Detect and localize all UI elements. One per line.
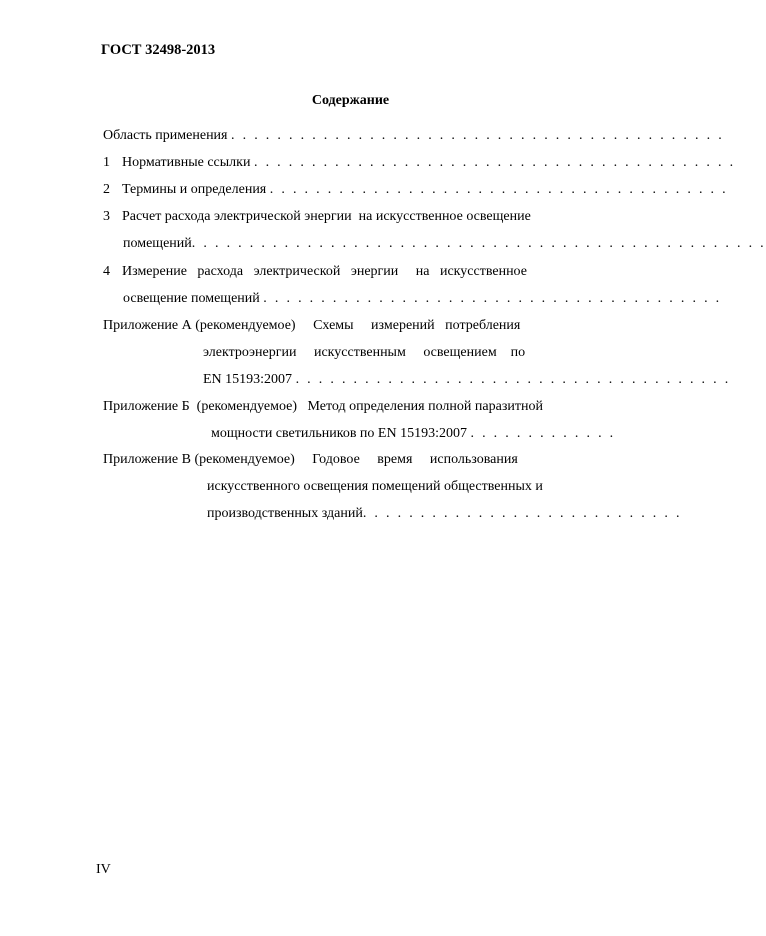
toc-leader-dots: . . . . . . . . . . . . . . . . . . . . . . . . . . . . . . . . . . . . . . . . [269, 182, 728, 197]
toc-entry-text: Термины и определения [122, 182, 267, 197]
toc-leader-dots: . . . . . . . . . . . . . . . . . . . . . . . . . . . . . . . . . . . . . . . . . . [253, 155, 736, 170]
toc-entry-appendix-v[interactable] [103, 452, 518, 468]
toc-entry-text: EN 15193:2007 [203, 372, 293, 387]
toc-entry-appendix-a-cont[interactable] [203, 345, 525, 361]
toc-entry-section-3-cont[interactable] [123, 236, 766, 252]
toc-entry-appendix-v-cont[interactable] [207, 479, 543, 495]
toc-entry-appendix-a[interactable] [103, 318, 520, 334]
toc-entry-text: Приложение В (рекомендуемое) Годовое время использования [103, 452, 518, 467]
toc-entry-scope[interactable] [103, 128, 724, 144]
toc-entry-number: 3 [103, 209, 110, 224]
toc-entry-text: освещение помещений [123, 291, 260, 306]
toc-entry-text: Расчет расхода электрической энергии на искусственное освещение [122, 209, 531, 224]
toc-leader-dots: . . . . . . . . . . . . . . . . . . . . . . . . . . . . . . . . . . . . . . [295, 372, 731, 387]
toc-entry-appendix-b[interactable] [103, 399, 543, 415]
toc-entry-text: искусственного освещения помещений общественных и [207, 479, 543, 494]
toc-entry-text: Приложение А (рекомендуемое) Схемы измерений потребления [103, 318, 521, 333]
toc-entry-text: производственных зданий [207, 506, 363, 521]
toc-leader-dots: . . . . . . . . . . . . . . . . . . . . . . . . . . . . . . . . . . . . . . . . [263, 291, 722, 306]
page-title: Содержание [311, 93, 390, 108]
toc-entry-appendix-v-cont2[interactable] [207, 506, 682, 522]
toc-entry-number: 2 [103, 182, 110, 197]
toc-entry-section-4[interactable] [103, 264, 527, 280]
toc-entry-text: Область применения [103, 128, 228, 143]
document-code: ГОСТ 32498-2013 [101, 42, 216, 58]
toc-leader-dots: . . . . . . . . . . . . . . . . . . . . . . . . . . . . [362, 506, 682, 521]
toc-entry-section-1[interactable] [103, 155, 735, 171]
toc-entry-number: 1 [103, 155, 110, 170]
toc-leader-dots: . . . . . . . . . . . . . [470, 426, 616, 441]
toc-leader-dots: . . . . . . . . . . . . . . . . . . . . . . . . . . . . . . . . . . . . . . . . . . . [231, 128, 724, 143]
toc-entry-section-4-cont[interactable] [123, 291, 721, 307]
toc-entry-text: электроэнергии искусственным освещением по [203, 345, 526, 360]
toc-leader-dots: . . . . . . . . . . . . . . . . . . . . . . . . . . . . . . . . . . . . . . . . . . . . . . . . . . [191, 236, 766, 251]
toc-entry-text: Нормативные ссылки [122, 155, 251, 170]
toc-entry-text: Измерение расхода электрической энергии на искусственное [122, 264, 527, 279]
toc-entry-appendix-a-cont2[interactable] [203, 372, 731, 388]
page-number: IV [96, 862, 111, 877]
toc-entry-text: помещений [123, 236, 192, 251]
toc-entry-text: мощности светильников по EN 15193:2007 [211, 426, 467, 441]
toc-entry-number: 4 [103, 264, 110, 279]
toc-entry-text: Приложение Б (рекомендуемое) Метод определения полной паразитной [103, 399, 543, 414]
toc-entry-section-3[interactable] [103, 209, 531, 225]
toc-entry-section-2[interactable] [103, 182, 728, 198]
toc-entry-appendix-b-cont[interactable] [211, 426, 615, 442]
